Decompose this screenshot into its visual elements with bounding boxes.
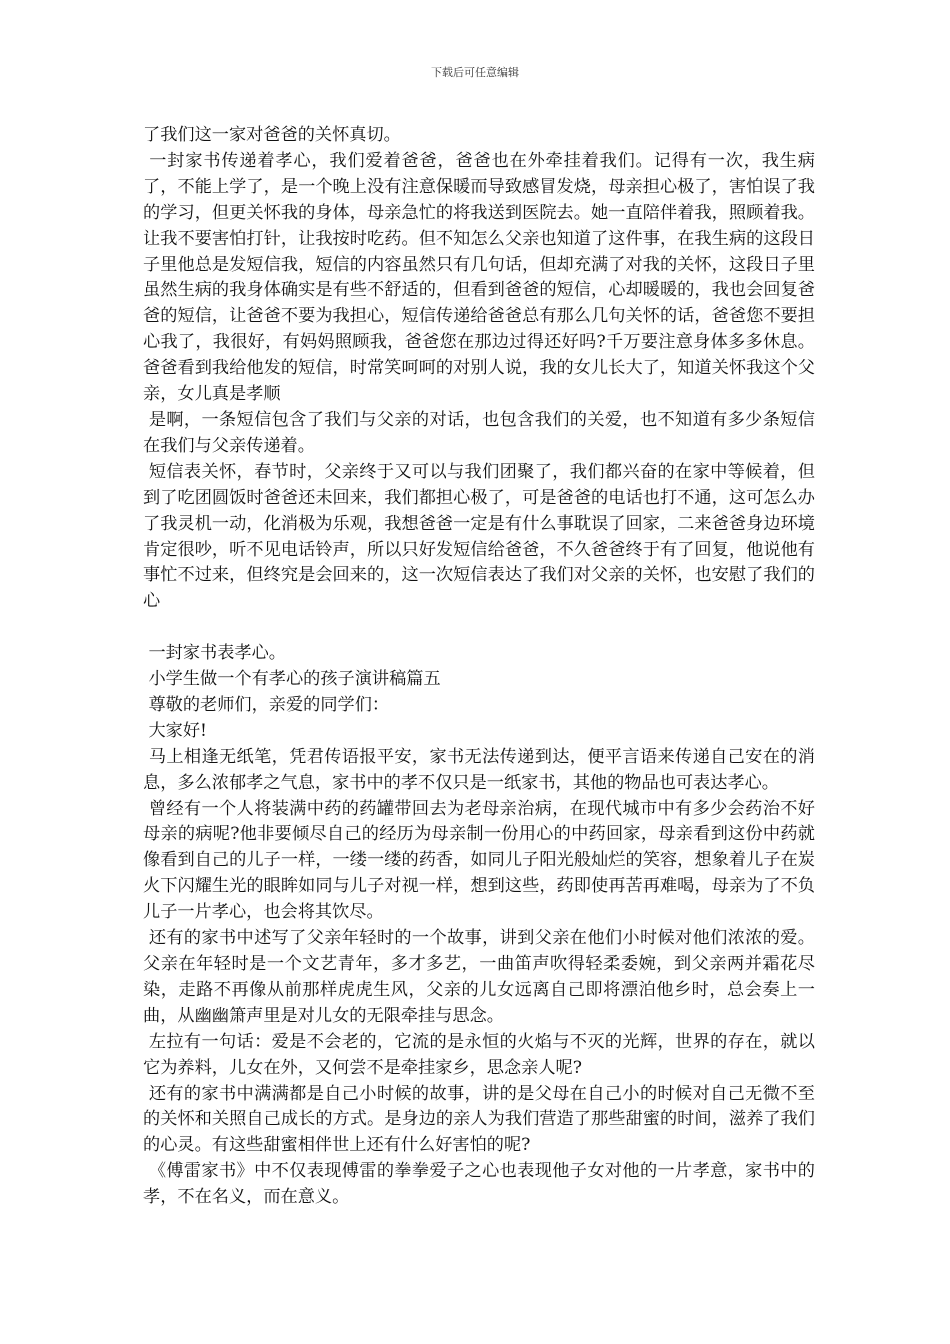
paragraph: 短信表关怀，春节时，父亲终于又可以与我们团聚了，我们都兴奋的在家中等候着，但到了吃团圆饭时爸爸还未回来，我们都担心极了，可是爸爸的电话也打不通，这可怎么办了我灵机一动，化消极为乐观，我想爸爸一定是有什么事耽误了回家，二来爸爸身边环境肯定很吵，听不见电话铃声，所以只好发短信给爸爸，不久爸爸终于有了回复，他说他有事忙不过来，但终究是会回来的，这一次短信表达了我们对父亲的关怀，也安慰了我们的心	[143, 461, 815, 612]
salutation: 尊敬的老师们，亲爱的同学们：	[143, 694, 390, 715]
page-header: 下载后可任意编辑	[431, 66, 519, 79]
paragraph: 一封家书传递着孝心，我们爱着爸爸，爸爸也在外牵挂着我们。记得有一次，我生病了，不能上学了，是一个晚上没有注意保暖而导致感冒发烧，母亲担心极了，害怕误了我的学习，但更关怀我的身体，母亲急忙的将我送到医院去。她一直陪伴着我，照顾着我。让我不要害怕打针，让我按时吃药。但不知怎么父亲也知道了这件事，在我生病的这段日子里他总是发短信我，短信的内容虽然只有几句话，但却充满了对我的关怀，这段日子里虽然生病的我身体确实是有些不舒适的，但看到爸爸的短信，心却暖暖的，我也会回复爸爸的短信，让爸爸不要为我担心，短信传递给爸爸总有那么几句关怀的话，爸爸您不要担心我了，我很好，有妈妈照顾我，爸爸您在那边过得还好吗?千万要注意身体多多休息。爸爸看到我给他发的短信，时常笑呵呵的对别人说，我的女儿长大了，知道关怀我这个父亲，女儿真是孝顺	[143, 150, 815, 405]
paragraph: 还有的家书中述写了父亲年轻时的一个故事，讲到父亲在他们小时候对他们浓浓的爱。父亲在年轻时是一个文艺青年，多才多艺，一曲笛声吹得轻柔委婉，到父亲两并霜花尽染，走路不再像从前那样虎虎生风，父亲的儿女远离自己即将漂泊他乡时，总会奏上一曲，从幽幽箫声里是对儿女的无限牵挂与思念。	[143, 928, 815, 1026]
blank-line	[143, 615, 815, 641]
paragraph: 一封家书表孝心。	[143, 643, 286, 664]
document-body	[143, 123, 815, 1211]
paragraph: 左拉有一句话：爱是不会老的，它流的是永恒的火焰与不灭的光辉，世界的存在，就以它为养料，儿女在外，又何尝不是牵挂家乡，思念亲人呢?	[143, 1031, 815, 1078]
paragraph: 曾经有一个人将装满中药的药罐带回去为老母亲治病，在现代城市中有多少会药治不好母亲的病呢?他非要倾尽自己的经历为母亲制一份用心的中药回家，母亲看到这份中药就像看到自己的儿子一样，一缕一缕的药香，如同儿子阳光般灿烂的笑容，想象着儿子在炭火下闪耀生光的眼眸如同与儿子对视一样，想到这些，药即使再苦再难喝，母亲为了不负儿子一片孝心，也会将其饮尽。	[143, 798, 815, 923]
paragraph: 了我们这一家对爸爸的关怀真切。	[143, 125, 401, 145]
paragraph: 《傅雷家书》中不仅表现傅雷的拳拳爱子之心也表现他子女对他的一片孝意，家书中的孝，不在名义，而在意义。	[143, 1161, 815, 1208]
paragraph: 马上相逢无纸笔，凭君传语报平安，家书无法传递到达，便平言语来传递自己安在的消息，多么浓郁孝之气息，家书中的孝不仅只是一纸家书，其他的物品也可表达孝心。	[143, 746, 815, 793]
greeting: 大家好!	[143, 720, 207, 741]
paragraph: 还有的家书中满满都是自己小时候的故事，讲的是父母在自己小的时候对自己无微不至的关怀和关照自己成长的方式。是身边的亲人为我们营造了那些甜蜜的时间，滋养了我们的心灵。有这些甜蜜相伴世上还有什么好害怕的呢?	[143, 1083, 815, 1156]
paragraph: 是啊，一条短信包含了我们与父亲的对话，也包含我们的关爱，也不知道有多少条短信在我们与父亲传递着。	[143, 409, 815, 456]
section-title: 小学生做一个有孝心的孩子演讲稿篇五	[143, 669, 441, 690]
